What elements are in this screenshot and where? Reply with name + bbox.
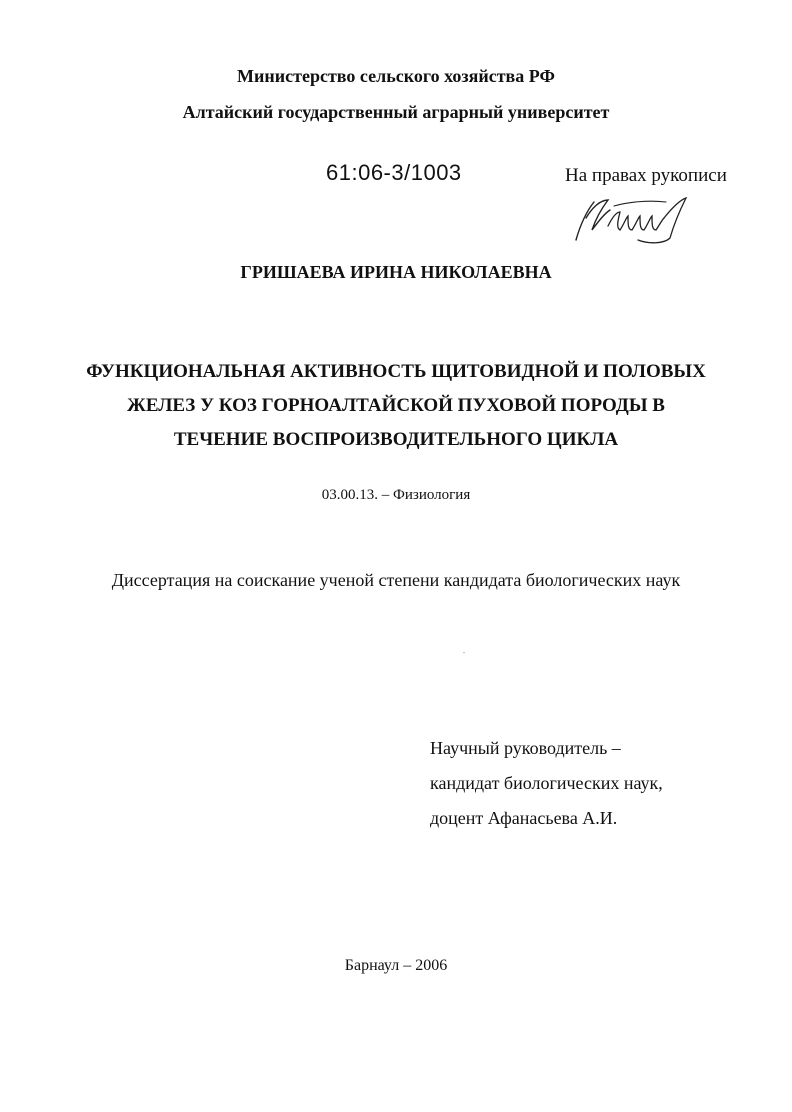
scan-speck [463,652,465,653]
degree-statement: Диссертация на соискание ученой степени кандидата биологических наук [111,570,681,590]
specialty-code: 03.00.13. – Физиология [321,487,471,503]
handwritten-signature [568,190,694,248]
advisor-line: кандидат биологических наук, [430,773,663,793]
title-line: ТЕЧЕНИЕ ВОСПРОИЗВОДИТЕЛЬНОГО ЦИКЛА [173,429,619,450]
catalog-number: 61:06-3/1003 [326,160,462,185]
place-and-year: Барнаул – 2006 [344,957,448,974]
scientific-advisor [430,731,663,836]
university-name: Алтайский государственный аграрный университет [182,102,610,122]
ministry-name: Министерство сельского хозяйства РФ [237,66,555,86]
advisor-line: Научный руководитель – [430,738,621,758]
author-name: ГРИШАЕВА ИРИНА НИКОЛАЕВНА [240,262,552,282]
title-line: ЖЕЛЕЗ У КОЗ ГОРНОАЛТАЙСКОЙ ПУХОВОЙ ПОРОДЫ В [127,395,665,416]
dissertation-title [0,355,792,457]
title-line: ФУНКЦИОНАЛЬНАЯ АКТИВНОСТЬ ЩИТОВИДНОЙ И ПОЛОВЫХ [86,361,706,382]
manuscript-rights: На правах рукописи [565,165,727,186]
advisor-line: доцент Афанасьева А.И. [430,808,618,828]
